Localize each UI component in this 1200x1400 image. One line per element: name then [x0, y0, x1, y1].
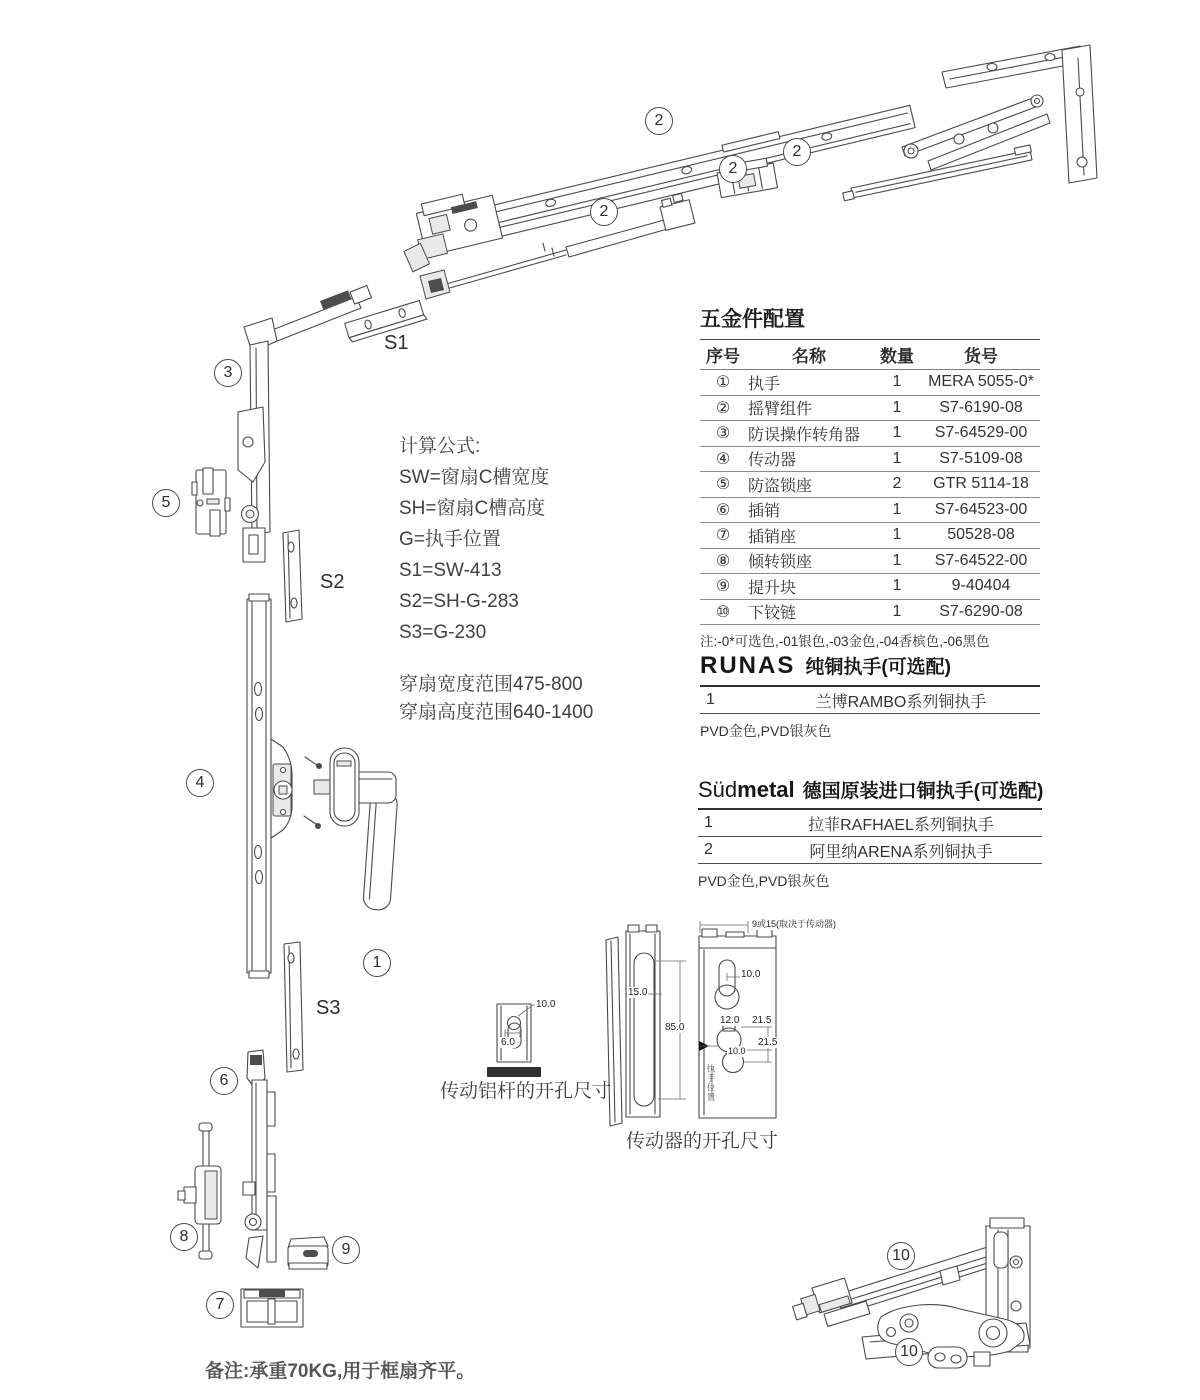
callout-10b: 10: [895, 1338, 923, 1366]
part-code: S7-6290-08: [922, 599, 1040, 625]
table-row: [700, 472, 1040, 498]
callout-2c: 2: [719, 155, 747, 183]
dim-punch-side-label: 执手位置: [706, 1064, 716, 1102]
table-row: [700, 599, 1040, 625]
dim-punch-d1: 10.0: [741, 969, 761, 980]
parts-table-title: 五金件配置: [700, 303, 1040, 340]
header-no: 序号: [700, 340, 746, 370]
sudmetal-logo: Südmetal: [698, 777, 795, 802]
color-options-note: 注:-0*可选色,-01银色,-03金色,-04香槟色,-06黑色: [700, 634, 990, 649]
part-name: 防盗锁座: [746, 472, 872, 498]
callout-4: 4: [186, 769, 214, 797]
dim-gear-slot-width: 15.0: [628, 987, 648, 998]
dim-rod-hole: 6.0: [501, 1037, 515, 1048]
runas-section: [700, 652, 1040, 741]
part-qty: 1: [872, 395, 922, 421]
callout-1: 1: [363, 949, 391, 977]
part-2-slide-rail: [841, 145, 1033, 201]
formula-line: SH=窗扇C槽高度: [399, 498, 546, 519]
table-row: [700, 370, 1040, 396]
callout-8: 8: [170, 1223, 198, 1251]
table-row: [700, 548, 1040, 574]
part-code: GTR 5114-18: [922, 472, 1040, 498]
formula-line: G=执手位置: [399, 529, 501, 550]
formula-line: SW=窗扇C槽宽度: [399, 467, 550, 488]
table-row: [700, 446, 1040, 472]
part-no: ⑩: [700, 599, 746, 625]
part-9-lifter-block: [288, 1237, 328, 1269]
load-capacity-note: 备注:承重70KG,用于框扇齐平。: [205, 1361, 476, 1382]
list-item: [698, 837, 1042, 864]
part-qty: 1: [872, 370, 922, 396]
part-no: ②: [700, 395, 746, 421]
dim-punch-d5: 10.0: [728, 1046, 746, 1056]
runas-logo: RUNAS: [700, 652, 796, 679]
parts-table-header: [700, 340, 1040, 370]
part-no: ③: [700, 421, 746, 447]
part-name: 执手: [746, 370, 872, 396]
part-6-shoot-bolt: [243, 1050, 276, 1268]
dim-punch-top: 9或15(取决于传动器): [752, 919, 837, 929]
formula-line: S1=SW-413: [399, 560, 502, 581]
parts-table: [700, 303, 1040, 650]
header-name: 名称: [746, 340, 872, 370]
bar-s3: [284, 942, 303, 1072]
part-no: ①: [700, 370, 746, 396]
part-qty: 1: [872, 523, 922, 549]
table-row: [700, 395, 1040, 421]
sash-height-range: 穿扇高度范围640-1400: [399, 702, 594, 723]
part-no: ⑨: [700, 574, 746, 600]
formula-block: [399, 431, 549, 648]
list-item: [700, 687, 1040, 714]
part-code: S7-6190-08: [922, 395, 1040, 421]
runas-title: 纯铜执手(可选配): [805, 657, 951, 678]
list-item: [698, 810, 1042, 837]
part-qty: 1: [872, 446, 922, 472]
sudmetal-finish-note: PVD金色,PVD银灰色: [698, 873, 830, 889]
bar-s2: [283, 530, 302, 622]
formula-line: S2=SH-G-283: [399, 591, 519, 612]
part-code: S7-5109-08: [922, 446, 1040, 472]
item-name: 兰博RAMBO系列铜执手: [815, 693, 987, 711]
dim-punch-d4: 21.5: [758, 1037, 778, 1048]
part-name: 插销座: [746, 523, 872, 549]
runas-finish-note: PVD金色,PVD银灰色: [700, 723, 832, 739]
formula-title: 计算公式:: [399, 436, 481, 457]
part-7-bolt-keeper: [241, 1289, 303, 1327]
sash-width-range: 穿扇宽度范围475-800: [399, 674, 583, 695]
part-qty: 1: [872, 548, 922, 574]
item-no: 1: [704, 814, 713, 831]
part-5-lock-keeper: [192, 468, 230, 536]
part-qty: 2: [872, 472, 922, 498]
dim-punch-d2: 12.0: [720, 1015, 740, 1026]
part-code: MERA 5055-0*: [922, 370, 1040, 396]
header-code: 货号: [922, 340, 1040, 370]
part-name: 提升块: [746, 574, 872, 600]
sudmetal-title: 德国原装进口铜执手(可选配): [802, 781, 1044, 802]
part-code: S7-64529-00: [922, 421, 1040, 447]
part-name: 摇臂组件: [746, 395, 872, 421]
item-name: 拉菲RAFHAEL系列铜执手: [808, 816, 994, 834]
part-name: 下铰链: [746, 599, 872, 625]
callout-7: 7: [206, 1291, 234, 1319]
part-qty: 1: [872, 599, 922, 625]
callout-10a: 10: [887, 1242, 915, 1270]
part-name: 传动器: [746, 446, 872, 472]
table-row: [700, 497, 1040, 523]
table-row: [700, 523, 1040, 549]
callout-6: 6: [210, 1067, 238, 1095]
part-no: ⑥: [700, 497, 746, 523]
dim-rod-width: 10.0: [536, 999, 556, 1010]
part-name: 倾转锁座: [746, 548, 872, 574]
formula-line: S3=G-230: [399, 622, 487, 643]
part-code: 50528-08: [922, 523, 1040, 549]
rod-drill-label: 传动铝杆的开孔尺寸: [440, 1081, 612, 1102]
part-code: 9-40404: [922, 574, 1040, 600]
gear-drill-label: 传动器的开孔尺寸: [626, 1131, 779, 1152]
part-4-gearbox-bar: [247, 594, 322, 978]
callout-2a: 2: [645, 107, 673, 135]
part-no: ⑤: [700, 472, 746, 498]
part-code: S7-64522-00: [922, 548, 1040, 574]
part-qty: 1: [872, 421, 922, 447]
dim-punch-d3: 21.5: [752, 1015, 772, 1026]
callout-2b: 2: [783, 138, 811, 166]
drill-diagram-rod: [487, 1004, 556, 1077]
item-name: 阿里纳ARENA系列铜执手: [809, 843, 993, 861]
part-qty: 1: [872, 497, 922, 523]
callout-9: 9: [332, 1236, 360, 1264]
part-name: 防误操作转角器: [746, 421, 872, 447]
part-code: S7-64523-00: [922, 497, 1040, 523]
table-row: [700, 421, 1040, 447]
callout-3: 3: [214, 359, 242, 387]
part-no: ④: [700, 446, 746, 472]
part-1-handle: [314, 748, 398, 911]
callout-2d: 2: [590, 198, 618, 226]
callout-5: 5: [152, 489, 180, 517]
header-qty: 数量: [872, 340, 922, 370]
dim-gear-slot-height: 85.0: [665, 1022, 685, 1033]
part-qty: 1: [872, 574, 922, 600]
label-s3: S3: [316, 997, 341, 1019]
part-name: 插销: [746, 497, 872, 523]
sash-range-block: [399, 671, 593, 727]
sudmetal-section: [698, 776, 1042, 891]
part-no: ⑦: [700, 523, 746, 549]
table-row: [700, 574, 1040, 600]
item-no: 1: [706, 691, 715, 708]
label-s2: S2: [320, 571, 345, 593]
item-no: 2: [704, 841, 713, 858]
label-s1: S1: [384, 332, 409, 354]
part-no: ⑧: [700, 548, 746, 574]
